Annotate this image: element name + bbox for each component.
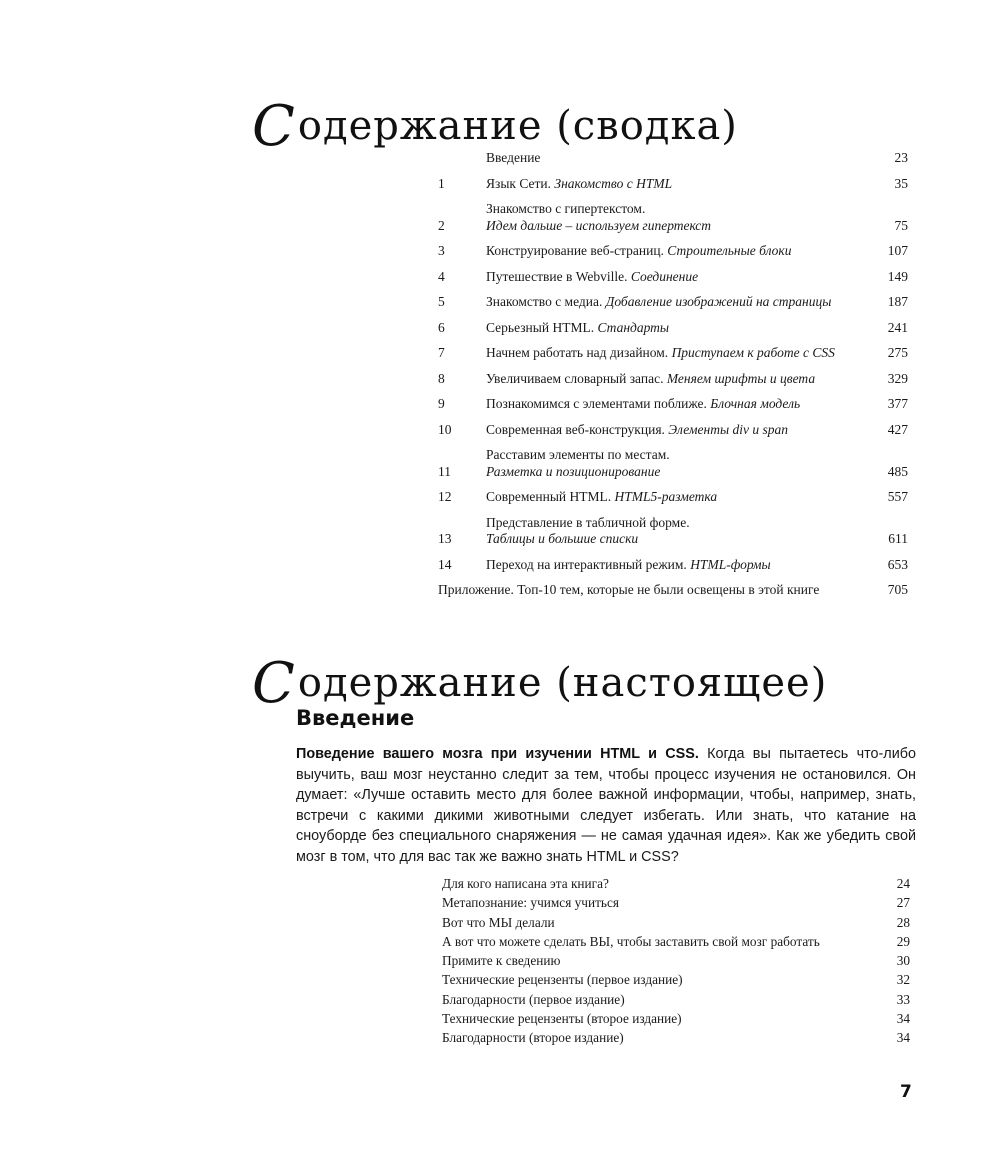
page-ref: 27 <box>896 895 910 911</box>
intro-toc-entry[interactable] <box>442 874 910 893</box>
chapter-subtitle: Приступаем к работе с CSS <box>671 345 835 360</box>
section-title: Примите к сведению <box>442 953 561 969</box>
toc-entry[interactable] <box>438 176 908 193</box>
page-ref: 107 <box>887 243 908 258</box>
full-heading-text: одержание (настоящее) <box>297 660 828 706</box>
page-ref: 275 <box>887 345 908 360</box>
chapter-number: 1 <box>438 175 445 191</box>
chapter-subtitle: Блочная модель <box>710 396 801 411</box>
chapter-number: 7 <box>438 345 445 360</box>
toc-entry[interactable] <box>438 396 908 413</box>
chapter-main-title: Язык Сети. <box>486 175 555 191</box>
page-ref: 34 <box>896 1011 910 1027</box>
chapter-main-title: Увеличиваем словарный запас. <box>486 370 667 386</box>
page-number: 7 <box>900 1082 912 1102</box>
page-ref: 35 <box>894 175 908 191</box>
chapter-title <box>486 243 868 260</box>
intro-toc-entry[interactable] <box>442 893 910 912</box>
chapter-title <box>486 557 868 574</box>
toc-entry[interactable] <box>438 320 908 337</box>
summary-heading-initial: С <box>252 94 296 159</box>
summary-heading-text: одержание (сводка) <box>297 103 738 149</box>
page-ref: 34 <box>896 1030 910 1046</box>
section-title: Благодарности (первое издание) <box>442 991 625 1007</box>
chapter-title <box>486 447 868 480</box>
page-ref: 611 <box>888 531 908 546</box>
chapter-number: 3 <box>438 243 445 258</box>
section-title: А вот что можете сделать ВЫ, чтобы заставить свой мозг работать <box>442 933 820 949</box>
toc-entry[interactable] <box>438 489 908 506</box>
intro-toc-entry[interactable] <box>442 951 910 970</box>
full-heading-initial: С <box>252 651 296 716</box>
toc-entry[interactable] <box>438 243 908 260</box>
page-ref: 23 <box>894 150 908 165</box>
chapter-number: 13 <box>438 531 452 546</box>
page-ref: 485 <box>887 463 908 479</box>
page-ref: 705 <box>887 582 908 597</box>
chapter-subtitle: Строительные блоки <box>667 243 792 258</box>
toc-entry[interactable] <box>438 294 908 311</box>
page-ref: 75 <box>894 217 908 233</box>
intro-toc-entry[interactable] <box>442 913 910 932</box>
toc-entry[interactable] <box>438 269 908 286</box>
page-ref: 653 <box>887 556 908 572</box>
toc-entry[interactable] <box>438 557 908 574</box>
chapter-number: 5 <box>438 294 445 309</box>
section-title: Метапознание: учимся учиться <box>442 895 619 911</box>
toc-entry[interactable] <box>438 150 908 167</box>
chapter-subtitle: HTML5-разметка <box>614 489 718 504</box>
chapter-main-title: Начнем работать над дизайном. <box>486 345 672 360</box>
chapter-subtitle: Меняем шрифты и цвета <box>666 370 816 386</box>
intro-lead: Поведение вашего мозга при изучении HTML и CSS. <box>296 746 699 762</box>
toc-entry-appendix[interactable] <box>438 582 908 599</box>
intro-body: Когда вы пытаетесь что-либо выучить, ваш мозг неустанно следит за тем, чтобы процесс изучения не остановился. Он думает: «Лучше оставить место для более важной информации, чтобы, например, знать, встречи с какими дикими животными следует избегать. Или знать, что катание на сноуборде без специального снаряжения — не самая удачная идея». Как же убедить свой мозг в том, что для вас так же важно знать HTML и CSS? <box>296 746 916 865</box>
chapter-title <box>486 269 868 286</box>
chapter-number: 12 <box>438 489 452 504</box>
chapter-title <box>486 294 868 311</box>
chapter-subtitle: Стандарты <box>597 319 670 335</box>
chapter-subtitle: Соединение <box>630 268 699 284</box>
toc-entry[interactable] <box>438 345 908 362</box>
chapter-number: 10 <box>438 421 452 437</box>
summary-toc <box>438 150 908 608</box>
page-ref: 187 <box>887 294 908 309</box>
page-ref: 377 <box>887 396 908 411</box>
page-ref: 29 <box>896 933 910 949</box>
section-title: Технические рецензенты (первое издание) <box>442 972 683 988</box>
chapter-title <box>486 150 868 167</box>
toc-entry[interactable] <box>438 515 908 548</box>
section-title: Для кого написана эта книга? <box>442 876 609 891</box>
chapter-main-title: Представление в табличной форме. <box>486 514 690 530</box>
chapter-title <box>486 201 868 234</box>
appendix-title: Приложение. Топ-10 тем, которые не были освещены в этой книге <box>438 582 820 597</box>
chapter-main-title: Введение <box>486 150 541 165</box>
chapter-subtitle: Разметка и позиционирование <box>486 463 661 479</box>
page-ref: 427 <box>887 421 908 437</box>
chapter-main-title: Путешествие в Webville. <box>486 268 631 284</box>
chapter-title <box>486 176 868 193</box>
chapter-number: 14 <box>438 556 452 572</box>
chapter-subtitle: HTML-формы <box>690 556 771 572</box>
chapter-title <box>486 422 868 439</box>
chapter-main-title: Современный HTML. <box>486 489 615 504</box>
chapter-main-title: Переход на интерактивный режим. <box>486 556 691 572</box>
section-title: Технические рецензенты (второе издание) <box>442 1011 682 1027</box>
page-ref: 33 <box>896 991 910 1007</box>
intro-toc <box>442 874 910 1048</box>
chapter-number: 8 <box>438 370 445 386</box>
chapter-main-title: Конструирование веб-страниц. <box>486 243 668 258</box>
full-contents-heading <box>252 645 828 716</box>
chapter-title <box>486 345 868 362</box>
chapter-main-title: Познакомимся с элементами поближе. <box>486 396 711 411</box>
chapter-number: 4 <box>438 268 445 284</box>
page-ref: 32 <box>896 972 910 988</box>
section-title: Благодарности (второе издание) <box>442 1030 624 1046</box>
chapter-number: 2 <box>438 217 445 233</box>
chapter-main-title: Современная веб-конструкция. <box>486 421 669 437</box>
intro-toc-entry[interactable] <box>442 1009 910 1028</box>
page-ref: 557 <box>887 489 908 504</box>
intro-toc-entry[interactable] <box>442 990 910 1009</box>
chapter-number: 9 <box>438 396 445 411</box>
chapter-main-title: Знакомство с медиа. <box>486 294 606 309</box>
chapter-number: 6 <box>438 319 445 335</box>
page-ref: 30 <box>896 953 910 969</box>
chapter-subtitle: Идем дальше – используем гипертекст <box>486 217 712 233</box>
page-ref: 28 <box>896 914 910 930</box>
intro-heading: Введение <box>296 706 415 730</box>
toc-entry[interactable] <box>438 447 908 480</box>
chapter-main-title: Расставим элементы по местам. <box>486 447 670 462</box>
chapter-title <box>486 320 868 337</box>
chapter-title <box>486 396 868 413</box>
page-ref: 149 <box>887 268 908 284</box>
chapter-number: 11 <box>438 463 451 479</box>
chapter-title <box>486 371 868 388</box>
page-ref: 24 <box>896 876 910 891</box>
chapter-subtitle: Знакомство с HTML <box>554 175 673 191</box>
page-ref: 241 <box>887 319 908 335</box>
chapter-title <box>486 489 868 506</box>
intro-toc-entry[interactable] <box>442 970 910 989</box>
chapter-main-title: Знакомство с гипертекстом. <box>486 201 646 216</box>
intro-toc-entry[interactable] <box>442 1028 910 1047</box>
toc-entry[interactable] <box>438 422 908 439</box>
chapter-subtitle: Элементы div и span <box>668 421 788 437</box>
intro-paragraph <box>296 744 916 867</box>
chapter-subtitle: Таблицы и большие списки <box>486 531 639 546</box>
intro-toc-entry[interactable] <box>442 932 910 951</box>
chapter-title <box>486 515 868 548</box>
section-title: Вот что МЫ делали <box>442 914 555 930</box>
page-ref: 329 <box>887 370 908 386</box>
chapter-main-title: Серьезный HTML. <box>486 319 598 335</box>
chapter-subtitle: Добавление изображений на страницы <box>605 294 832 309</box>
toc-entry[interactable] <box>438 201 908 234</box>
toc-entry[interactable] <box>438 371 908 388</box>
